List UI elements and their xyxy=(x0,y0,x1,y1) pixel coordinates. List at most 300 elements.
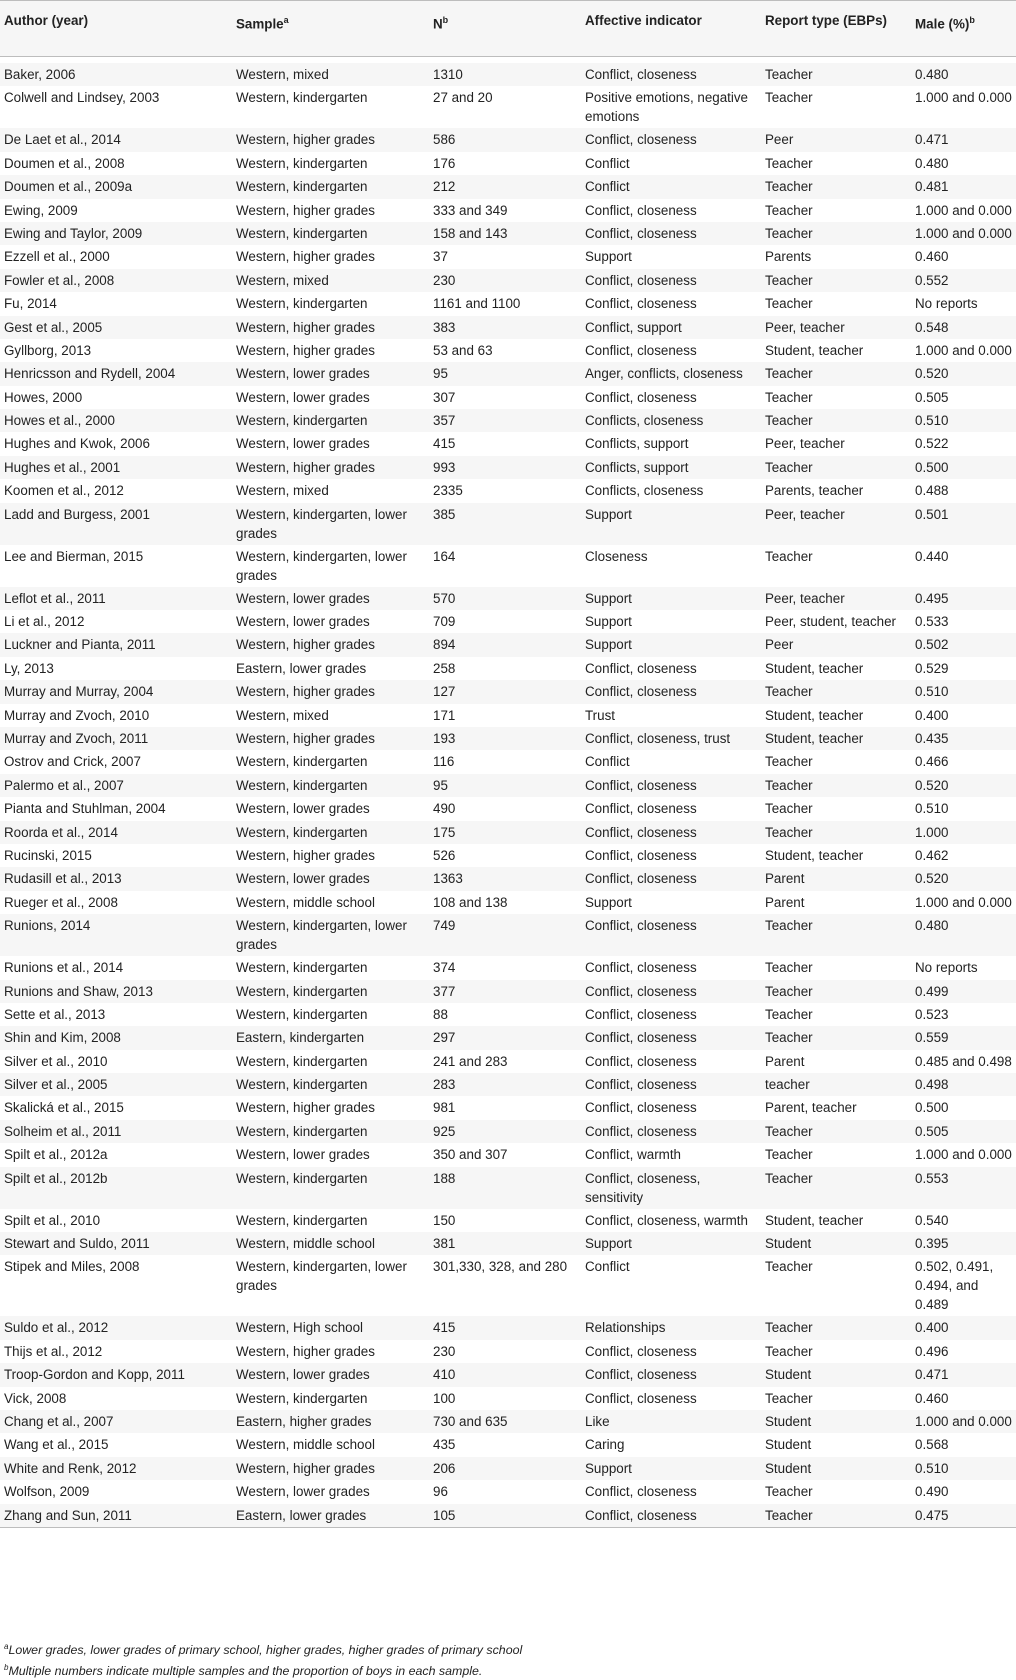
cell-affective: Positive emotions, negative emotions xyxy=(585,90,749,125)
cell-report: Student xyxy=(765,1437,812,1453)
cell-author: Pianta and Stuhlman, 2004 xyxy=(4,801,166,817)
cell-report: Student xyxy=(765,1367,812,1383)
table-row xyxy=(0,292,1016,315)
cell-report: Student, teacher xyxy=(765,847,864,863)
cell-sample: Western, middle school xyxy=(236,1437,375,1453)
cell-affective: Conflict, closeness, trust xyxy=(585,730,731,746)
cell-affective: Support xyxy=(585,894,632,910)
cell-report: Teacher xyxy=(765,90,813,106)
cell-sample: Western, kindergarten xyxy=(236,225,368,241)
cell-report: Teacher xyxy=(765,918,813,934)
cell-affective: Support xyxy=(585,1460,632,1476)
cell-male: 0.499 xyxy=(915,983,949,999)
table-row xyxy=(0,545,1016,587)
cell-sample: Western, higher grades xyxy=(236,342,375,358)
cell-sample: Western, lower grades xyxy=(236,871,370,887)
cell-affective: Trust xyxy=(585,707,616,723)
cell-affective: Conflict, closeness xyxy=(585,1343,697,1359)
cell-affective: Conflict, closeness xyxy=(585,1030,697,1046)
cell-author: Ostrov and Crick, 2007 xyxy=(4,754,141,770)
cell-n: 357 xyxy=(433,413,456,429)
cell-male: No reports xyxy=(915,296,978,312)
cell-n: 526 xyxy=(433,847,456,863)
cell-n: 258 xyxy=(433,660,456,676)
table-row xyxy=(0,1209,1016,1232)
cell-author: Shin and Kim, 2008 xyxy=(4,1030,121,1046)
cell-sample: Western, higher grades xyxy=(236,202,375,218)
cell-n: 383 xyxy=(433,319,456,335)
cell-n: 415 xyxy=(433,436,456,452)
header-author xyxy=(0,1,232,57)
cell-author: Fu, 2014 xyxy=(4,296,57,312)
cell-author: Solheim et al., 2011 xyxy=(4,1123,122,1139)
cell-n: 749 xyxy=(433,918,456,934)
cell-n: 385 xyxy=(433,506,456,522)
cell-sample: Western, lower grades xyxy=(236,366,370,382)
cell-male: 0.510 xyxy=(915,684,949,700)
cell-n: 333 and 349 xyxy=(433,202,508,218)
cell-affective: Support xyxy=(585,614,632,630)
cell-male: 0.520 xyxy=(915,871,949,887)
cell-author: Howes, 2000 xyxy=(4,389,83,405)
cell-sample: Western, higher grades xyxy=(236,1343,375,1359)
cell-sample: Western, lower grades xyxy=(236,1484,370,1500)
cell-author: Gest et al., 2005 xyxy=(4,319,103,335)
cell-author: Howes et al., 2000 xyxy=(4,413,115,429)
cell-author: Sette et al., 2013 xyxy=(4,1006,106,1022)
cell-author: Doumen et al., 2008 xyxy=(4,155,125,171)
cell-sample: Western, kindergarten xyxy=(236,1390,368,1406)
cell-sample: Eastern, higher grades xyxy=(236,1413,372,1429)
cell-report: Teacher xyxy=(765,202,813,218)
cell-report: Teacher xyxy=(765,548,813,564)
cell-affective: Conflict, closeness xyxy=(585,1100,697,1116)
cell-sample: Western, lower grades xyxy=(236,801,370,817)
cell-n: 241 and 283 xyxy=(433,1053,508,1069)
cell-male: 0.490 xyxy=(915,1484,949,1500)
cell-affective: Support xyxy=(585,249,632,265)
table-row xyxy=(0,587,1016,610)
cell-affective: Conflict, closeness xyxy=(585,389,697,405)
table-row xyxy=(0,86,1016,128)
table-row xyxy=(0,844,1016,867)
table-row xyxy=(0,1050,1016,1073)
cell-male: 0.520 xyxy=(915,777,949,793)
cell-author: Runions et al., 2014 xyxy=(4,960,124,976)
table-row xyxy=(0,750,1016,773)
cell-sample: Western, middle school xyxy=(236,1236,375,1252)
cell-author: Palermo et al., 2007 xyxy=(4,777,124,793)
cell-male: 1.000 and 0.000 xyxy=(915,894,1012,910)
header-report xyxy=(761,1,911,57)
cell-male: 0.529 xyxy=(915,660,949,676)
cell-n: 230 xyxy=(433,272,456,288)
cell-author: Koomen et al., 2012 xyxy=(4,483,124,499)
table-row xyxy=(0,1504,1016,1528)
cell-report: Teacher xyxy=(765,1170,813,1186)
table-row xyxy=(0,1003,1016,1026)
cell-male: 0.495 xyxy=(915,590,949,606)
cell-affective: Conflict, closeness xyxy=(585,67,697,82)
table-row xyxy=(0,1387,1016,1410)
cell-n: 435 xyxy=(433,1437,456,1453)
cell-n: 993 xyxy=(433,459,456,475)
cell-male: 0.496 xyxy=(915,1343,949,1359)
cell-report: Teacher xyxy=(765,296,813,312)
cell-affective: Conflict, closeness xyxy=(585,777,697,793)
cell-report: Teacher xyxy=(765,1484,813,1500)
cell-male: 1.000 and 0.000 xyxy=(915,342,1012,358)
cell-author: Luckner and Pianta, 2011 xyxy=(4,637,156,653)
cell-sample: Western, kindergarten xyxy=(236,824,368,840)
table-row xyxy=(0,1457,1016,1480)
cell-n: 981 xyxy=(433,1100,456,1116)
cell-male: 0.559 xyxy=(915,1030,949,1046)
table-header xyxy=(0,1,1016,57)
cell-male: 0.533 xyxy=(915,614,949,630)
cell-report: Teacher xyxy=(765,960,813,976)
table-row xyxy=(0,610,1016,633)
cell-affective: Conflict, closeness xyxy=(585,918,697,934)
cell-affective: Conflict xyxy=(585,1259,630,1275)
cell-sample: Western, kindergarten xyxy=(236,1053,368,1069)
cell-n: 176 xyxy=(433,155,456,171)
cell-affective: Conflict xyxy=(585,179,630,195)
cell-sample: Western, higher grades xyxy=(236,847,375,863)
cell-male: 0.501 xyxy=(915,506,949,522)
cell-affective: Conflict xyxy=(585,155,630,171)
table-row xyxy=(0,1340,1016,1363)
table-row xyxy=(0,867,1016,890)
cell-male: 0.471 xyxy=(915,1367,949,1383)
cell-male: 0.523 xyxy=(915,1006,949,1022)
cell-affective: Conflict, closeness xyxy=(585,684,697,700)
cell-author: Spilt et al., 2010 xyxy=(4,1212,101,1228)
cell-n: 709 xyxy=(433,614,456,630)
cell-n: 116 xyxy=(433,754,455,770)
cell-affective: Conflict xyxy=(585,754,630,770)
cell-sample: Eastern, lower grades xyxy=(232,1504,429,1528)
table-row xyxy=(0,503,1016,545)
cell-affective: Conflict, closeness xyxy=(585,1367,697,1383)
cell-author: Stipek and Miles, 2008 xyxy=(4,1259,140,1275)
cell-sample: Western, kindergarten xyxy=(236,1170,368,1186)
cell-report: Teacher xyxy=(765,272,813,288)
cell-report: Teacher xyxy=(765,1343,813,1359)
cell-affective: Like xyxy=(585,1413,610,1429)
cell-report: Parents xyxy=(765,249,812,265)
cell-sample: Western, lower grades xyxy=(236,436,370,452)
cell-author: Ladd and Burgess, 2001 xyxy=(4,506,150,522)
header-affective xyxy=(581,1,761,57)
cell-n: 350 and 307 xyxy=(433,1147,508,1163)
cell-n: 212 xyxy=(433,179,456,195)
cell-male: No reports xyxy=(915,960,978,976)
cell-sample: Western, kindergarten xyxy=(236,1123,368,1139)
cell-n: 1310 xyxy=(433,67,463,82)
cell-affective: Conflict, support xyxy=(585,319,682,335)
cell-author: Wang et al., 2015 xyxy=(4,1437,109,1453)
cell-male: 0.505 xyxy=(915,389,949,405)
header-sample xyxy=(232,1,429,57)
table-row xyxy=(0,222,1016,245)
table-row xyxy=(0,1255,1016,1316)
cell-male: 0.510 xyxy=(915,801,949,817)
header-sample-sup: a xyxy=(283,15,289,25)
cell-sample: Western, kindergarten, lower grades xyxy=(236,1259,407,1294)
cell-n: 188 xyxy=(433,1170,456,1186)
cell-author: Rueger et al., 2008 xyxy=(4,894,118,910)
cell-n: 175 xyxy=(433,824,456,840)
cell-male: 0.502 xyxy=(915,637,949,653)
header-sample-label: Sample xyxy=(236,16,284,32)
cell-author: Chang et al., 2007 xyxy=(4,1413,114,1429)
cell-sample: Western, kindergarten xyxy=(236,1006,368,1022)
cell-n: 230 xyxy=(433,1343,456,1359)
cell-report: Teacher xyxy=(765,155,813,171)
cell-sample: Western, kindergarten xyxy=(236,90,368,106)
table-row xyxy=(0,479,1016,502)
cell-n: 53 and 63 xyxy=(433,342,493,358)
header-affective-label: Affective indicator xyxy=(585,13,702,28)
cell-report: Peer, teacher xyxy=(765,590,845,606)
cell-author: Rudasill et al., 2013 xyxy=(4,871,122,887)
cell-male: 0.466 xyxy=(915,754,949,770)
footnote-a-text: Lower grades, lower grades of primary school, higher grades, higher grades of primary school xyxy=(8,1643,523,1658)
table-row xyxy=(0,1410,1016,1433)
cell-male: 0.395 xyxy=(915,1236,949,1252)
cell-sample: Western, kindergarten, lower grades xyxy=(236,506,407,541)
cell-author: Murray and Murray, 2004 xyxy=(4,684,154,700)
cell-n: 410 xyxy=(433,1367,456,1383)
cell-male: 0.485 and 0.498 xyxy=(915,1053,1012,1069)
cell-sample: Western, lower grades xyxy=(236,614,370,630)
cell-sample: Western, mixed xyxy=(236,272,329,288)
table-row xyxy=(0,152,1016,175)
cell-male: 0.440 xyxy=(915,548,949,564)
cell-sample: Western, kindergarten xyxy=(236,983,368,999)
cell-male: 0.498 xyxy=(915,1077,949,1093)
cell-male: 0.471 xyxy=(915,132,949,148)
table-row xyxy=(0,821,1016,844)
cell-sample: Western, kindergarten xyxy=(236,1077,368,1093)
cell-male: 0.435 xyxy=(915,730,949,746)
footnote-b-marker: b xyxy=(4,1663,9,1673)
cell-author: Leflot et al., 2011 xyxy=(4,590,106,606)
cell-author: Li et al., 2012 xyxy=(4,614,85,630)
cell-male: 0.480 xyxy=(915,918,949,934)
cell-n: 95 xyxy=(433,366,448,382)
cell-male: 1.000 xyxy=(915,824,949,840)
table-row xyxy=(0,175,1016,198)
table-row xyxy=(0,386,1016,409)
cell-affective: Conflicts, support xyxy=(585,436,689,452)
cell-report: Parent xyxy=(765,894,805,910)
cell-report: Peer, student, teacher xyxy=(765,614,897,630)
table-row xyxy=(0,633,1016,656)
cell-n: 730 and 635 xyxy=(433,1413,508,1429)
cell-report: Teacher xyxy=(765,1259,813,1275)
cell-author: Ly, 2013 xyxy=(4,660,54,676)
cell-sample: Western, kindergarten xyxy=(236,179,368,195)
cell-sample: Western, mixed xyxy=(236,67,329,82)
cell-report: Teacher xyxy=(765,754,813,770)
cell-male: 0.400 xyxy=(915,1320,949,1336)
cell-n: 283 xyxy=(433,1077,456,1093)
cell-n: 37 xyxy=(433,249,448,265)
cell-male: 0.500 xyxy=(915,1100,949,1116)
footnote-b-text: Multiple numbers indicate multiple samples and the proportion of boys in each sample. xyxy=(8,1664,483,1679)
cell-male: 1.000 and 0.000 xyxy=(915,1413,1012,1429)
cell-affective: Conflict, closeness xyxy=(585,1053,697,1069)
cell-author: Roorda et al., 2014 xyxy=(4,824,118,840)
table-row xyxy=(0,914,1016,956)
cell-sample: Western, kindergarten, lower grades xyxy=(236,918,407,953)
cell-author: Spilt et al., 2012b xyxy=(4,1170,108,1186)
table-row xyxy=(0,362,1016,385)
cell-n: 150 xyxy=(433,1212,456,1228)
cell-affective: Conflict, closeness xyxy=(585,824,697,840)
table-row xyxy=(0,956,1016,979)
cell-affective: Conflict, closeness xyxy=(585,660,697,676)
cell-author: Runions and Shaw, 2013 xyxy=(4,983,153,999)
cell-n: 2335 xyxy=(433,483,463,499)
cell-report: Student xyxy=(765,1236,812,1252)
table-row xyxy=(0,1026,1016,1049)
cell-author: Baker, 2006 xyxy=(4,67,76,82)
cell-male: 0.460 xyxy=(915,249,949,265)
cell-affective: Conflict, closeness xyxy=(581,1504,761,1528)
cell-sample: Western, kindergarten, lower grades xyxy=(236,548,407,583)
cell-report: Teacher xyxy=(765,801,813,817)
table-footnotes xyxy=(4,1638,522,1680)
cell-author: Thijs et al., 2012 xyxy=(4,1343,103,1359)
header-report-label: Report type (EBPs) xyxy=(765,13,888,28)
cell-sample: Western, higher grades xyxy=(236,319,375,335)
cell-author: De Laet et al., 2014 xyxy=(4,132,121,148)
cell-n: 586 xyxy=(433,132,456,148)
cell-male: 0.400 xyxy=(915,707,949,723)
table-row xyxy=(0,657,1016,680)
cell-affective: Caring xyxy=(585,1437,625,1453)
cell-author: Silver et al., 2005 xyxy=(4,1077,108,1093)
cell-report: Teacher xyxy=(765,1320,813,1336)
cell-author: Wolfson, 2009 xyxy=(4,1484,90,1500)
cell-affective: Anger, conflicts, closeness xyxy=(585,366,743,382)
cell-n: 381 xyxy=(433,1236,456,1252)
cell-author: Suldo et al., 2012 xyxy=(4,1320,109,1336)
cell-author: Fowler et al., 2008 xyxy=(4,272,115,288)
cell-male: 0.460 xyxy=(915,1390,949,1406)
cell-sample: Western, lower grades xyxy=(236,590,370,606)
cell-n: 415 xyxy=(433,1320,456,1336)
cell-report: Teacher xyxy=(761,1504,911,1528)
cell-author: Hughes and Kwok, 2006 xyxy=(4,436,150,452)
cell-affective: Conflict, closeness, sensitivity xyxy=(585,1170,701,1205)
cell-report: Peer xyxy=(765,132,794,148)
cell-author: Hughes et al., 2001 xyxy=(4,459,121,475)
table-body xyxy=(0,57,1016,1528)
table-row xyxy=(0,456,1016,479)
cell-sample: Western, higher grades xyxy=(236,249,375,265)
cell-report: Peer xyxy=(765,637,794,653)
cell-n: 105 xyxy=(429,1504,581,1528)
cell-author: Runions, 2014 xyxy=(4,918,91,934)
cell-sample: Eastern, kindergarten xyxy=(236,1030,365,1046)
cell-report: Student, teacher xyxy=(765,1212,864,1228)
cell-author: Doumen et al., 2009a xyxy=(4,179,133,195)
table-row xyxy=(0,269,1016,292)
cell-n: 108 and 138 xyxy=(433,894,508,910)
cell-sample: Western, lower grades xyxy=(236,389,370,405)
cell-report: Student, teacher xyxy=(765,660,864,676)
cell-sample: Western, middle school xyxy=(236,894,375,910)
header-n xyxy=(429,1,581,57)
cell-report: Peer, teacher xyxy=(765,436,845,452)
cell-affective: Conflict, closeness xyxy=(585,342,697,358)
cell-n: 307 xyxy=(433,389,456,405)
cell-author: Ezzell et al., 2000 xyxy=(4,249,110,265)
cell-n: 206 xyxy=(433,1460,456,1476)
cell-male: 0.481 xyxy=(915,179,949,195)
table-row xyxy=(0,316,1016,339)
cell-affective: Conflicts, closeness xyxy=(585,483,704,499)
cell-affective: Conflict, closeness xyxy=(585,225,697,241)
table-row xyxy=(0,797,1016,820)
cell-sample: Western, kindergarten xyxy=(236,155,368,171)
cell-affective: Conflicts, support xyxy=(585,459,689,475)
cell-male: 0.522 xyxy=(915,436,949,452)
cell-affective: Conflict, closeness xyxy=(585,202,697,218)
cell-n: 925 xyxy=(433,1123,456,1139)
table-row xyxy=(0,1073,1016,1096)
cell-sample: Western, kindergarten xyxy=(236,777,368,793)
cell-author: Henricsson and Rydell, 2004 xyxy=(4,366,176,382)
cell-report: Parent xyxy=(765,1053,805,1069)
cell-report: Teacher xyxy=(765,459,813,475)
cell-male: 0.568 xyxy=(915,1437,949,1453)
cell-author: Stewart and Suldo, 2011 xyxy=(4,1236,150,1252)
table-row xyxy=(0,432,1016,455)
cell-sample: Western, kindergarten xyxy=(236,296,368,312)
table-row xyxy=(0,727,1016,750)
cell-male: 0.553 xyxy=(915,1170,949,1186)
table-row xyxy=(0,1120,1016,1143)
cell-author: Gyllborg, 2013 xyxy=(4,342,92,358)
cell-sample: Western, kindergarten xyxy=(236,413,368,429)
cell-report: Peer, teacher xyxy=(765,506,845,522)
cell-n: 297 xyxy=(433,1030,456,1046)
cell-sample: Eastern, lower grades xyxy=(236,660,367,676)
cell-report: Peer, teacher xyxy=(765,319,845,335)
cell-n: 100 xyxy=(433,1390,456,1406)
cell-report: Parent, teacher xyxy=(765,1100,857,1116)
table-row xyxy=(0,339,1016,362)
cell-author: Zhang and Sun, 2011 xyxy=(0,1504,232,1528)
cell-affective: Conflicts, closeness xyxy=(585,413,704,429)
cell-male: 0.540 xyxy=(915,1212,949,1228)
cell-affective: Conflict, closeness xyxy=(585,801,697,817)
table-row xyxy=(0,245,1016,268)
cell-n: 95 xyxy=(433,777,448,793)
cell-sample: Western, higher grades xyxy=(236,459,375,475)
cell-report: Teacher xyxy=(765,777,813,793)
table-row xyxy=(0,891,1016,914)
cell-male: 1.000 and 0.000 xyxy=(915,1147,1012,1163)
cell-author: Rucinski, 2015 xyxy=(4,847,92,863)
cell-sample: Western, kindergarten xyxy=(236,754,368,770)
cell-report: Teacher xyxy=(765,824,813,840)
